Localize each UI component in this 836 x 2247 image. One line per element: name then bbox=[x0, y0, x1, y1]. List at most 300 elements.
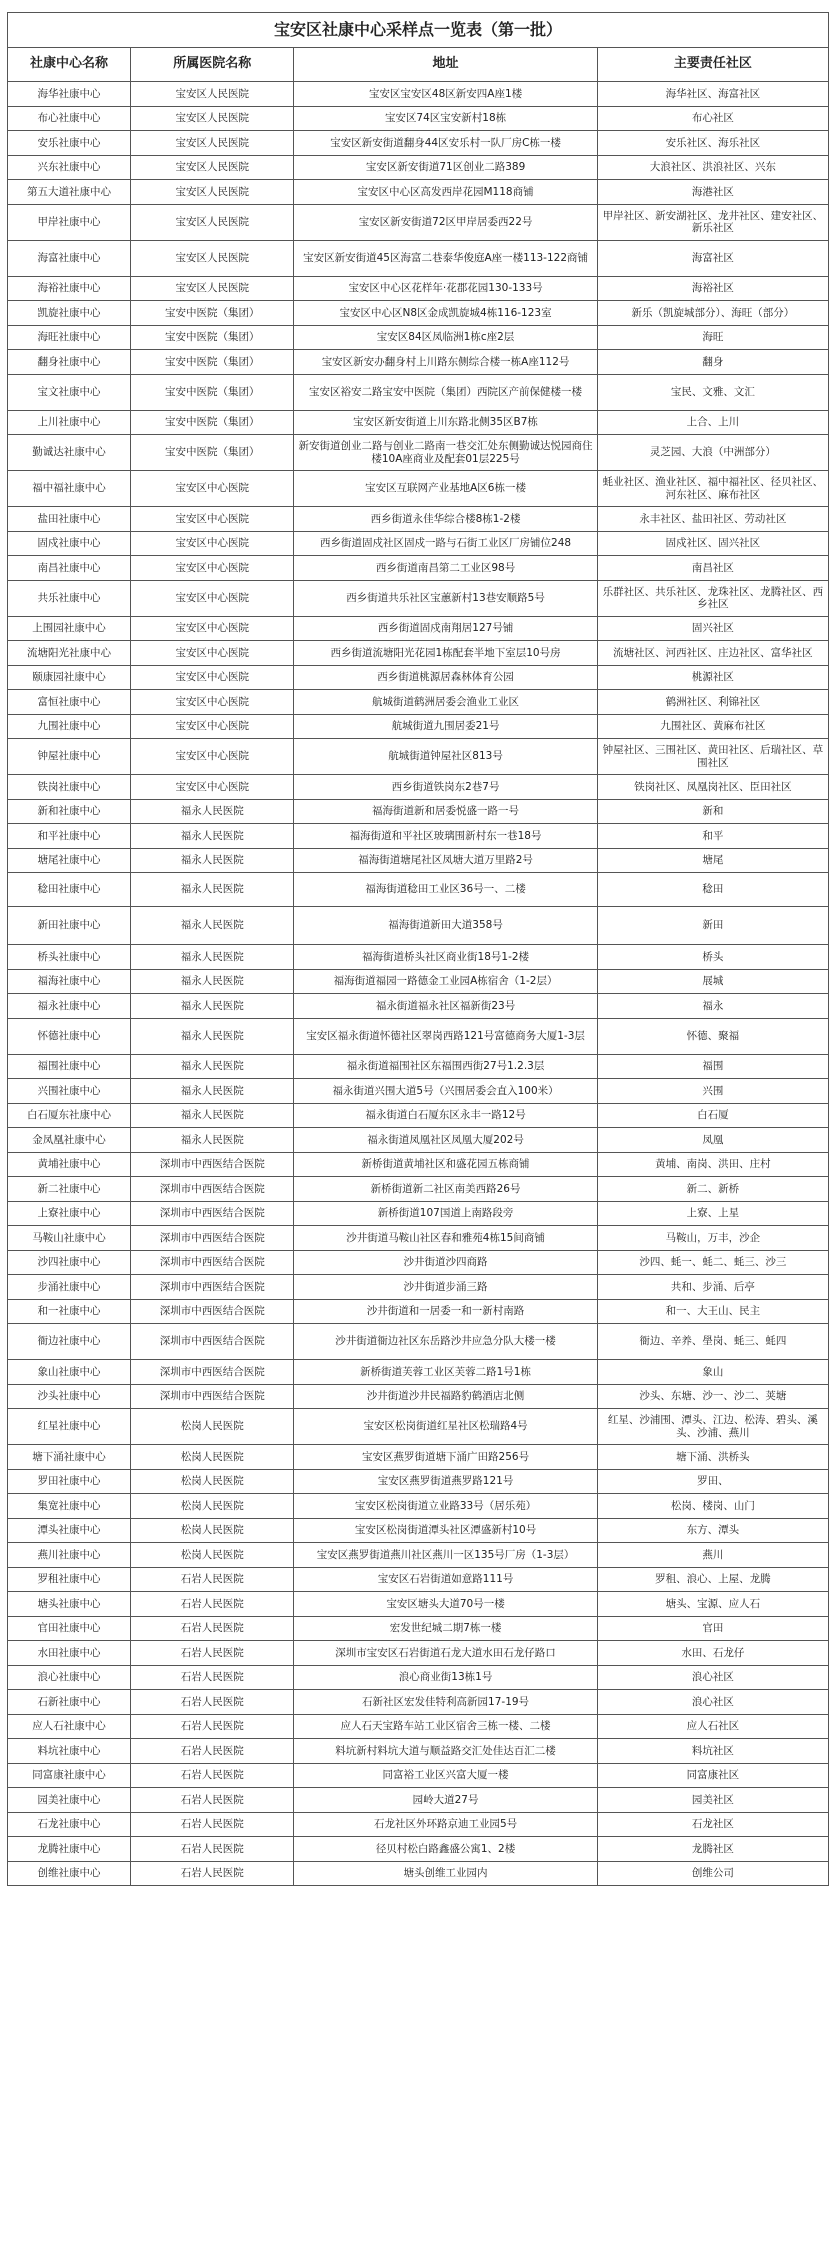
row-community: 马鞍山，万丰，沙企 bbox=[597, 1226, 828, 1251]
row-address: 沙井街道马鞍山社区春和雅苑4栋15间商铺 bbox=[294, 1226, 597, 1251]
row-center-name: 料坑社康中心 bbox=[8, 1739, 131, 1764]
row-address: 西乡街道南昌第二工业区98号 bbox=[294, 556, 597, 581]
table-row bbox=[8, 1788, 829, 1813]
table-row bbox=[8, 1384, 829, 1409]
row-hospital: 深圳市中西医结合医院 bbox=[131, 1152, 294, 1177]
row-hospital: 石岩人民医院 bbox=[131, 1812, 294, 1837]
row-hospital: 石岩人民医院 bbox=[131, 1616, 294, 1641]
row-center-name: 和一社康中心 bbox=[8, 1299, 131, 1324]
document bbox=[7, 12, 829, 1886]
row-community: 黄埔、南岗、洪田、庄村 bbox=[597, 1152, 828, 1177]
row-center-name: 兴围社康中心 bbox=[8, 1079, 131, 1104]
row-community: 东方、潭头 bbox=[597, 1518, 828, 1543]
row-community: 展城 bbox=[597, 969, 828, 994]
table-row bbox=[8, 1275, 829, 1300]
row-community: 塘头、宝源、应人石 bbox=[597, 1592, 828, 1617]
row-address: 宝安区中心区花样年·花郡花园130-133号 bbox=[294, 276, 597, 301]
row-community: 罗租、浪心、上屋、龙腾 bbox=[597, 1567, 828, 1592]
row-center-name: 新和社康中心 bbox=[8, 799, 131, 824]
row-hospital: 宝安区人民医院 bbox=[131, 180, 294, 205]
table-row bbox=[8, 240, 829, 276]
table-row bbox=[8, 1714, 829, 1739]
table-row bbox=[8, 1592, 829, 1617]
row-center-name: 凯旋社康中心 bbox=[8, 301, 131, 326]
row-address: 宝安区宝安区48区新安四A座1楼 bbox=[294, 82, 597, 107]
row-community: 甲岸社区、新安湖社区、龙井社区、建安社区、新乐社区 bbox=[597, 204, 828, 240]
table-row bbox=[8, 1250, 829, 1275]
row-hospital: 宝安区人民医院 bbox=[131, 82, 294, 107]
header-community: 主要责任社区 bbox=[597, 48, 828, 82]
row-address: 福永街道福围社区东福围西街27号1.2.3层 bbox=[294, 1054, 597, 1079]
row-community: 流塘社区、河西社区、庄边社区、富华社区 bbox=[597, 641, 828, 666]
row-community: 福永 bbox=[597, 994, 828, 1019]
row-center-name: 钟屋社康中心 bbox=[8, 739, 131, 775]
table-row bbox=[8, 435, 829, 471]
row-center-name: 沙四社康中心 bbox=[8, 1250, 131, 1275]
row-address: 应人石天宝路车站工业区宿舍三栋一楼、二楼 bbox=[294, 1714, 597, 1739]
row-community: 象山 bbox=[597, 1360, 828, 1385]
row-hospital: 石岩人民医院 bbox=[131, 1641, 294, 1666]
table-row bbox=[8, 106, 829, 131]
row-address: 新桥街道107国道上南路段旁 bbox=[294, 1201, 597, 1226]
row-hospital: 石岩人民医院 bbox=[131, 1690, 294, 1715]
row-hospital: 福永人民医院 bbox=[131, 848, 294, 873]
table-row bbox=[8, 1763, 829, 1788]
row-hospital: 松岗人民医院 bbox=[131, 1518, 294, 1543]
row-center-name: 福永社康中心 bbox=[8, 994, 131, 1019]
row-hospital: 松岗人民医院 bbox=[131, 1494, 294, 1519]
row-hospital: 石岩人民医院 bbox=[131, 1861, 294, 1886]
row-address: 石新社区宏发佳特利高新园17-19号 bbox=[294, 1690, 597, 1715]
row-address: 沙井街道衙边社区东岳路沙井应急分队大楼一楼 bbox=[294, 1324, 597, 1360]
row-community: 灵芝园、大浪（中洲部分） bbox=[597, 435, 828, 471]
row-center-name: 流塘阳光社康中心 bbox=[8, 641, 131, 666]
table-row bbox=[8, 276, 829, 301]
table-row bbox=[8, 799, 829, 824]
table-row bbox=[8, 1518, 829, 1543]
table-row bbox=[8, 507, 829, 532]
row-hospital: 松岗人民医院 bbox=[131, 1409, 294, 1445]
row-hospital: 石岩人民医院 bbox=[131, 1567, 294, 1592]
row-hospital: 宝安区中心医院 bbox=[131, 690, 294, 715]
table-row bbox=[8, 1469, 829, 1494]
row-community: 铁岗社区、凤凰岗社区、臣田社区 bbox=[597, 775, 828, 800]
row-center-name: 马鞍山社康中心 bbox=[8, 1226, 131, 1251]
row-hospital: 宝安区中心医院 bbox=[131, 531, 294, 556]
row-center-name: 象山社康中心 bbox=[8, 1360, 131, 1385]
row-address: 沙井街道沙井民福路豹鹤酒店北侧 bbox=[294, 1384, 597, 1409]
table-row bbox=[8, 1079, 829, 1104]
table-row bbox=[8, 531, 829, 556]
row-center-name: 勤诚达社康中心 bbox=[8, 435, 131, 471]
table-row bbox=[8, 1177, 829, 1202]
header-address: 地址 bbox=[294, 48, 597, 82]
row-hospital: 宝安中医院（集团） bbox=[131, 374, 294, 410]
row-community: 沙四、蚝一、蚝二、蚝三、沙三 bbox=[597, 1250, 828, 1275]
row-hospital: 宝安区中心医院 bbox=[131, 775, 294, 800]
row-center-name: 甲岸社康中心 bbox=[8, 204, 131, 240]
row-community: 海富社区 bbox=[597, 240, 828, 276]
row-center-name: 新田社康中心 bbox=[8, 907, 131, 945]
table-row bbox=[8, 1567, 829, 1592]
row-community: 应人石社区 bbox=[597, 1714, 828, 1739]
table-row bbox=[8, 775, 829, 800]
row-hospital: 深圳市中西医结合医院 bbox=[131, 1384, 294, 1409]
row-address: 新桥街道新二社区南美西路26号 bbox=[294, 1177, 597, 1202]
row-address: 西乡街道固戍南翔居127号铺 bbox=[294, 616, 597, 641]
row-address: 福海街道福园一路德金工业园A栋宿舍（1-2层） bbox=[294, 969, 597, 994]
row-hospital: 福永人民医院 bbox=[131, 799, 294, 824]
row-address: 西乡街道桃源居森林体育公园 bbox=[294, 665, 597, 690]
row-hospital: 深圳市中西医结合医院 bbox=[131, 1177, 294, 1202]
header-hospital: 所属医院名称 bbox=[131, 48, 294, 82]
row-hospital: 宝安区中心医院 bbox=[131, 507, 294, 532]
row-address: 福永街道凤凰社区凤凰大厦202号 bbox=[294, 1128, 597, 1153]
row-community: 固戍社区、固兴社区 bbox=[597, 531, 828, 556]
row-center-name: 新二社康中心 bbox=[8, 1177, 131, 1202]
row-address: 航城街道鹤洲居委会渔业工业区 bbox=[294, 690, 597, 715]
row-center-name: 步涌社康中心 bbox=[8, 1275, 131, 1300]
table-row bbox=[8, 374, 829, 410]
row-hospital: 深圳市中西医结合医院 bbox=[131, 1201, 294, 1226]
table-row bbox=[8, 907, 829, 945]
row-center-name: 创维社康中心 bbox=[8, 1861, 131, 1886]
row-hospital: 宝安区中心医院 bbox=[131, 739, 294, 775]
table-row bbox=[8, 1665, 829, 1690]
row-center-name: 桥头社康中心 bbox=[8, 945, 131, 970]
row-community: 创维公司 bbox=[597, 1861, 828, 1886]
row-address: 园岭大道27号 bbox=[294, 1788, 597, 1813]
row-community: 衙边、辛养、壆岗、蚝三、蚝四 bbox=[597, 1324, 828, 1360]
row-address: 福永街道福永社区福新街23号 bbox=[294, 994, 597, 1019]
table-row bbox=[8, 873, 829, 907]
row-community: 海裕社区 bbox=[597, 276, 828, 301]
row-center-name: 石龙社康中心 bbox=[8, 1812, 131, 1837]
table-row bbox=[8, 945, 829, 970]
header-center-name: 社康中心名称 bbox=[8, 48, 131, 82]
row-center-name: 衙边社康中心 bbox=[8, 1324, 131, 1360]
table-row bbox=[8, 410, 829, 435]
row-address: 西乡街道铁岗东2巷7号 bbox=[294, 775, 597, 800]
row-address: 宝安区新安街道72区甲岸居委西22号 bbox=[294, 204, 597, 240]
row-center-name: 南昌社康中心 bbox=[8, 556, 131, 581]
table-row bbox=[8, 1201, 829, 1226]
row-center-name: 上寮社康中心 bbox=[8, 1201, 131, 1226]
row-address: 沙井街道沙四商路 bbox=[294, 1250, 597, 1275]
row-center-name: 稔田社康中心 bbox=[8, 873, 131, 907]
row-hospital: 福永人民医院 bbox=[131, 969, 294, 994]
row-center-name: 石新社康中心 bbox=[8, 1690, 131, 1715]
row-community: 新田 bbox=[597, 907, 828, 945]
table-row bbox=[8, 1054, 829, 1079]
row-community: 龙腾社区 bbox=[597, 1837, 828, 1862]
table-row bbox=[8, 1543, 829, 1568]
table-row bbox=[8, 665, 829, 690]
row-community: 海旺 bbox=[597, 325, 828, 350]
row-hospital: 福永人民医院 bbox=[131, 1018, 294, 1054]
table-row bbox=[8, 82, 829, 107]
row-address: 宝安区84区凤临洲1栋c座2层 bbox=[294, 325, 597, 350]
row-address: 宝安区互联网产业基地A区6栋一楼 bbox=[294, 471, 597, 507]
row-center-name: 同富康社康中心 bbox=[8, 1763, 131, 1788]
row-hospital: 福永人民医院 bbox=[131, 994, 294, 1019]
row-community: 鹤洲社区、利锦社区 bbox=[597, 690, 828, 715]
row-community: 蚝业社区、渔业社区、福中福社区、径贝社区、河东社区、麻布社区 bbox=[597, 471, 828, 507]
row-address: 新安街道创业二路与创业二路南一巷交汇处东侧勤诚达悦园商住楼10A座商业及配套01层225号 bbox=[294, 435, 597, 471]
row-center-name: 应人石社康中心 bbox=[8, 1714, 131, 1739]
table-body bbox=[8, 82, 829, 1886]
row-address: 宝安区新安街道45区海富二巷泰华俊庭A座一楼113-122商铺 bbox=[294, 240, 597, 276]
row-community: 钟屋社区、三围社区、黄田社区、后瑞社区、草围社区 bbox=[597, 739, 828, 775]
table-row bbox=[8, 994, 829, 1019]
row-community: 桃源社区 bbox=[597, 665, 828, 690]
title-row bbox=[8, 13, 829, 48]
table-row bbox=[8, 848, 829, 873]
table-row bbox=[8, 824, 829, 849]
row-community: 共和、步涌、后亭 bbox=[597, 1275, 828, 1300]
table-row bbox=[8, 1861, 829, 1886]
row-address: 宝安区新安街道71区创业二路389 bbox=[294, 155, 597, 180]
table-row bbox=[8, 471, 829, 507]
row-address: 宝安区福永街道怀德社区翠岗西路121号富德商务大厦1-3层 bbox=[294, 1018, 597, 1054]
row-center-name: 怀德社康中心 bbox=[8, 1018, 131, 1054]
row-community: 园美社区 bbox=[597, 1788, 828, 1813]
table-row bbox=[8, 1152, 829, 1177]
row-hospital: 宝安区中心医院 bbox=[131, 616, 294, 641]
row-address: 航城街道九围居委21号 bbox=[294, 714, 597, 739]
row-center-name: 海华社康中心 bbox=[8, 82, 131, 107]
row-hospital: 深圳市中西医结合医院 bbox=[131, 1250, 294, 1275]
row-community: 料坑社区 bbox=[597, 1739, 828, 1764]
row-center-name: 颐康园社康中心 bbox=[8, 665, 131, 690]
row-community: 凤凰 bbox=[597, 1128, 828, 1153]
row-center-name: 富恒社康中心 bbox=[8, 690, 131, 715]
row-hospital: 宝安区人民医院 bbox=[131, 131, 294, 156]
row-address: 同富裕工业区兴富大厦一楼 bbox=[294, 1763, 597, 1788]
row-hospital: 宝安区中心医院 bbox=[131, 714, 294, 739]
row-center-name: 塘尾社康中心 bbox=[8, 848, 131, 873]
row-center-name: 红星社康中心 bbox=[8, 1409, 131, 1445]
row-center-name: 上川社康中心 bbox=[8, 410, 131, 435]
row-center-name: 海旺社康中心 bbox=[8, 325, 131, 350]
row-address: 宝安区燕罗街道燕罗路121号 bbox=[294, 1469, 597, 1494]
row-hospital: 石岩人民医院 bbox=[131, 1837, 294, 1862]
row-center-name: 福中福社康中心 bbox=[8, 471, 131, 507]
table-row bbox=[8, 1409, 829, 1445]
row-address: 宝安区中心区高发西岸花园M118商铺 bbox=[294, 180, 597, 205]
row-community: 和平 bbox=[597, 824, 828, 849]
row-address: 西乡街道共乐社区宝蕙新村13巷安顺路5号 bbox=[294, 580, 597, 616]
row-community: 翻身 bbox=[597, 350, 828, 375]
table-row bbox=[8, 556, 829, 581]
row-community: 浪心社区 bbox=[597, 1665, 828, 1690]
row-center-name: 共乐社康中心 bbox=[8, 580, 131, 616]
row-center-name: 集宽社康中心 bbox=[8, 1494, 131, 1519]
row-address: 西乡街道固戍社区固戍一路与石街工业区厂房铺位248 bbox=[294, 531, 597, 556]
row-center-name: 燕川社康中心 bbox=[8, 1543, 131, 1568]
row-community: 石龙社区 bbox=[597, 1812, 828, 1837]
row-hospital: 石岩人民医院 bbox=[131, 1665, 294, 1690]
row-center-name: 海裕社康中心 bbox=[8, 276, 131, 301]
row-community: 塘下涌、洪桥头 bbox=[597, 1445, 828, 1470]
row-community: 九围社区、黄麻布社区 bbox=[597, 714, 828, 739]
row-address: 西乡街道永佳华综合楼8栋1-2楼 bbox=[294, 507, 597, 532]
row-address: 宝安区松岗街道潭头社区潭盛新村10号 bbox=[294, 1518, 597, 1543]
row-hospital: 深圳市中西医结合医院 bbox=[131, 1360, 294, 1385]
row-community: 和一、大王山、民主 bbox=[597, 1299, 828, 1324]
table-row bbox=[8, 1445, 829, 1470]
row-center-name: 宝文社康中心 bbox=[8, 374, 131, 410]
row-community: 乐群社区、共乐社区、龙珠社区、龙腾社区、西乡社区 bbox=[597, 580, 828, 616]
row-hospital: 宝安区人民医院 bbox=[131, 106, 294, 131]
row-hospital: 宝安区中心医院 bbox=[131, 471, 294, 507]
row-hospital: 深圳市中西医结合医院 bbox=[131, 1324, 294, 1360]
row-address: 福永街道兴围大道5号（兴围居委会直入100米） bbox=[294, 1079, 597, 1104]
row-community: 布心社区 bbox=[597, 106, 828, 131]
row-hospital: 宝安区人民医院 bbox=[131, 276, 294, 301]
row-address: 浪心商业街13栋1号 bbox=[294, 1665, 597, 1690]
sampling-sites-table bbox=[7, 12, 829, 1886]
row-hospital: 松岗人民医院 bbox=[131, 1445, 294, 1470]
table-row bbox=[8, 301, 829, 326]
row-address: 宝安区新安街道上川东路北侧35区B7栋 bbox=[294, 410, 597, 435]
row-hospital: 宝安区中心医院 bbox=[131, 580, 294, 616]
row-community: 怀德、聚福 bbox=[597, 1018, 828, 1054]
table-row bbox=[8, 1641, 829, 1666]
row-address: 塘头创维工业园内 bbox=[294, 1861, 597, 1886]
row-hospital: 宝安中医院（集团） bbox=[131, 325, 294, 350]
table-row bbox=[8, 580, 829, 616]
row-address: 宝安区裕安二路宝安中医院（集团）西院区产前保健楼一楼 bbox=[294, 374, 597, 410]
row-center-name: 潭头社康中心 bbox=[8, 1518, 131, 1543]
row-center-name: 安乐社康中心 bbox=[8, 131, 131, 156]
table-row bbox=[8, 1739, 829, 1764]
table-row bbox=[8, 180, 829, 205]
row-center-name: 沙头社康中心 bbox=[8, 1384, 131, 1409]
row-address: 福海街道新和居委悦盛一路一号 bbox=[294, 799, 597, 824]
row-community: 桥头 bbox=[597, 945, 828, 970]
row-address: 福海街道塘尾社区凤塘大道万里路2号 bbox=[294, 848, 597, 873]
row-address: 宝安区石岩街道如意路111号 bbox=[294, 1567, 597, 1592]
table-row bbox=[8, 204, 829, 240]
row-address: 径贝村松白路鑫盛公寓1、2楼 bbox=[294, 1837, 597, 1862]
row-community: 新二、新桥 bbox=[597, 1177, 828, 1202]
page-title: 宝安区社康中心采样点一览表（第一批） bbox=[8, 13, 829, 48]
row-community: 南昌社区 bbox=[597, 556, 828, 581]
row-center-name: 翻身社康中心 bbox=[8, 350, 131, 375]
row-community: 新和 bbox=[597, 799, 828, 824]
row-community: 稔田 bbox=[597, 873, 828, 907]
row-center-name: 海富社康中心 bbox=[8, 240, 131, 276]
row-center-name: 兴东社康中心 bbox=[8, 155, 131, 180]
table-row bbox=[8, 325, 829, 350]
header-row bbox=[8, 48, 829, 82]
row-community: 福围 bbox=[597, 1054, 828, 1079]
row-hospital: 深圳市中西医结合医院 bbox=[131, 1226, 294, 1251]
row-hospital: 宝安中医院（集团） bbox=[131, 410, 294, 435]
row-address: 西乡街道流塘阳光花园1栋配套半地下室层10号房 bbox=[294, 641, 597, 666]
row-hospital: 福永人民医院 bbox=[131, 1054, 294, 1079]
row-hospital: 宝安区人民医院 bbox=[131, 204, 294, 240]
row-community: 上寮、上星 bbox=[597, 1201, 828, 1226]
row-community: 水田、石龙仔 bbox=[597, 1641, 828, 1666]
table-row bbox=[8, 690, 829, 715]
row-center-name: 园美社康中心 bbox=[8, 1788, 131, 1813]
table-row bbox=[8, 714, 829, 739]
row-hospital: 宝安区中心医院 bbox=[131, 665, 294, 690]
row-hospital: 福永人民医院 bbox=[131, 907, 294, 945]
row-center-name: 黄埔社康中心 bbox=[8, 1152, 131, 1177]
table-row bbox=[8, 1103, 829, 1128]
table-row bbox=[8, 350, 829, 375]
table-row bbox=[8, 739, 829, 775]
table-row bbox=[8, 155, 829, 180]
row-center-name: 塘头社康中心 bbox=[8, 1592, 131, 1617]
row-hospital: 福永人民医院 bbox=[131, 824, 294, 849]
table-row bbox=[8, 616, 829, 641]
row-address: 石龙社区外环路京迪工业园5号 bbox=[294, 1812, 597, 1837]
row-address: 宝安区松岗街道红星社区松瑞路4号 bbox=[294, 1409, 597, 1445]
row-hospital: 石岩人民医院 bbox=[131, 1739, 294, 1764]
table-row bbox=[8, 1360, 829, 1385]
row-address: 料坑新村料坑大道与顺益路交汇处佳达百汇二楼 bbox=[294, 1739, 597, 1764]
row-hospital: 福永人民医院 bbox=[131, 1079, 294, 1104]
row-hospital: 宝安区人民医院 bbox=[131, 240, 294, 276]
row-hospital: 深圳市中西医结合医院 bbox=[131, 1299, 294, 1324]
row-community: 新乐（凯旋城部分）、海旺（部分） bbox=[597, 301, 828, 326]
row-community: 沙头、东塘、沙一、沙二、荚塘 bbox=[597, 1384, 828, 1409]
table-row bbox=[8, 1616, 829, 1641]
row-center-name: 罗田社康中心 bbox=[8, 1469, 131, 1494]
row-hospital: 宝安区中心医院 bbox=[131, 641, 294, 666]
table-row bbox=[8, 1690, 829, 1715]
row-community: 浪心社区 bbox=[597, 1690, 828, 1715]
table-row bbox=[8, 641, 829, 666]
row-center-name: 罗租社康中心 bbox=[8, 1567, 131, 1592]
row-address: 福海街道新田大道358号 bbox=[294, 907, 597, 945]
row-address: 福海街道和平社区玻璃围新村东一巷18号 bbox=[294, 824, 597, 849]
table-row bbox=[8, 1299, 829, 1324]
row-community: 白石厦 bbox=[597, 1103, 828, 1128]
row-address: 新桥街道芙蓉工业区芙蓉二路1号1栋 bbox=[294, 1360, 597, 1385]
row-hospital: 石岩人民医院 bbox=[131, 1592, 294, 1617]
table-row bbox=[8, 1324, 829, 1360]
row-address: 福永街道白石厦东区永丰一路12号 bbox=[294, 1103, 597, 1128]
row-address: 福海街道稔田工业区36号一、二楼 bbox=[294, 873, 597, 907]
row-center-name: 铁岗社康中心 bbox=[8, 775, 131, 800]
row-hospital: 宝安区中心医院 bbox=[131, 556, 294, 581]
row-hospital: 宝安中医院（集团） bbox=[131, 350, 294, 375]
row-center-name: 浪心社康中心 bbox=[8, 1665, 131, 1690]
row-hospital: 石岩人民医院 bbox=[131, 1788, 294, 1813]
row-address: 沙井街道步涌三路 bbox=[294, 1275, 597, 1300]
row-hospital: 宝安区人民医院 bbox=[131, 155, 294, 180]
row-address: 深圳市宝安区石岩街道石龙大道水田石龙仔路口 bbox=[294, 1641, 597, 1666]
row-address: 宝安区中心区N8区金成凯旋城4栋116-123室 bbox=[294, 301, 597, 326]
row-community: 大浪社区、洪浪社区、兴东 bbox=[597, 155, 828, 180]
table-row bbox=[8, 1494, 829, 1519]
row-hospital: 福永人民医院 bbox=[131, 1128, 294, 1153]
row-hospital: 福永人民医院 bbox=[131, 873, 294, 907]
row-hospital: 石岩人民医院 bbox=[131, 1714, 294, 1739]
row-center-name: 金凤凰社康中心 bbox=[8, 1128, 131, 1153]
row-address: 宝安区塘头大道70号一楼 bbox=[294, 1592, 597, 1617]
row-community: 塘尾 bbox=[597, 848, 828, 873]
row-address: 航城街道钟屋社区813号 bbox=[294, 739, 597, 775]
row-hospital: 松岗人民医院 bbox=[131, 1469, 294, 1494]
row-address: 沙井街道和一居委一和一新村南路 bbox=[294, 1299, 597, 1324]
row-center-name: 官田社康中心 bbox=[8, 1616, 131, 1641]
